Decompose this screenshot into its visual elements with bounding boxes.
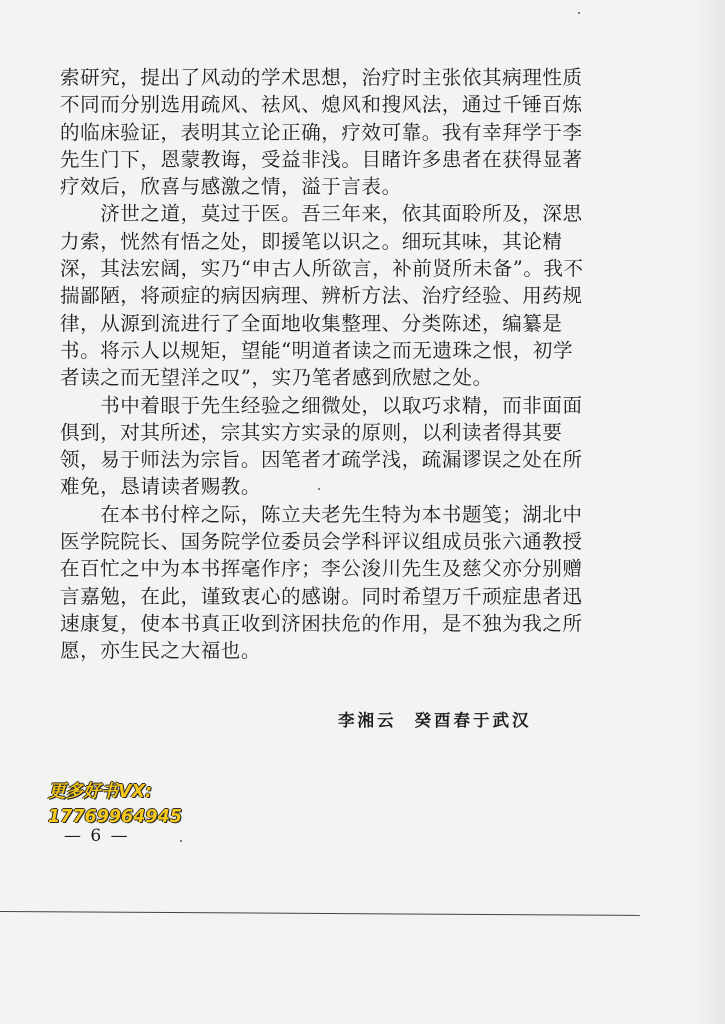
text-line: 深，其法宏阔，实乃“申古人所欲言，补前贤所未备”。我不 (60, 257, 584, 281)
page-number: — 6 — (64, 826, 130, 846)
text-line: 揣鄙陋，将顽症的病因病理、辨析方法、治疗经验、用药规 (60, 284, 583, 308)
watermark-overlay (48, 780, 182, 830)
text-line: 力索，恍然有悟之处，即援笔以识之。细玩其味，其论精 (60, 229, 563, 253)
scan-speck (180, 840, 182, 842)
text-line: 书中着眼于先生经验之细微处，以取巧求精，而非面面 (60, 393, 583, 417)
text-line: 先生门下，恩蒙教诲，受益非浅。目睹许多患者在获得显著 (60, 147, 583, 171)
signature-date-place: 癸酉春于武汉 (414, 711, 532, 730)
binding-shadow (695, 0, 725, 1024)
text-line: 俱到，对其所述，宗其实方实录的原则，以利读者得其要 (60, 420, 563, 444)
page-bottom-rule (0, 911, 640, 916)
signature-author: 李湘云 (338, 711, 397, 730)
text-line: 索研究，提出了风动的学术思想，治疗时主张依其病理性质 (60, 66, 583, 89)
watermark-line: 更多好书VX: (48, 782, 153, 802)
text-line: 不同而分别选用疏风、祛风、熄风和搜风法，通过千锤百炼 (60, 93, 583, 117)
text-line: 医学院院长、国务院学位委员会学科评议组成员张六通教授 (60, 530, 583, 554)
text-line: 律，从源到流进行了全面地收集整理、分类陈述，编纂是 (60, 311, 563, 335)
watermark-phone: 17769964945 (48, 807, 182, 827)
text-line: 书。将示人以规矩，望能“明道者读之而无遗珠之恨，初学 (60, 338, 574, 362)
text-line: 的临床验证，表明其立论正确，疗效可靠。我有幸拜学于李 (60, 120, 583, 144)
text-line: 在本书付梓之际，陈立夫老先生特为本书题笺；湖北中 (60, 502, 583, 526)
text-line: 速康复，使本书真正收到济困扶危的作用，是不独为我之所 (60, 611, 583, 635)
text-line: 在百忙之中为本书挥毫作序；李公浚川先生及慈父亦分别赠 (60, 557, 583, 581)
text-line: 者读之而无望洋之叹”，实乃笔者感到欣慰之处。 (60, 366, 493, 390)
text-line: 领，易于师法为宗旨。因笔者才疏学浅，疏漏谬误之处在所 (60, 448, 583, 472)
text-line: 济世之道，莫过于医。吾三年来，依其面聆所及，深思 (60, 202, 583, 226)
signature (338, 707, 532, 731)
preface-body (60, 64, 584, 665)
text-line: 愿，亦生民之大福也。 (60, 639, 262, 663)
text-line: 难免，恳请读者赐教。 (60, 475, 262, 499)
text-line: 疗效后，欣喜与感激之情，溢于言表。 (60, 175, 402, 199)
scan-speck (578, 12, 580, 14)
text-line: 言嘉勉，在此，谨致衷心的感谢。同时希望万千顽症患者迅 (60, 584, 583, 608)
scan-speck (318, 488, 320, 490)
